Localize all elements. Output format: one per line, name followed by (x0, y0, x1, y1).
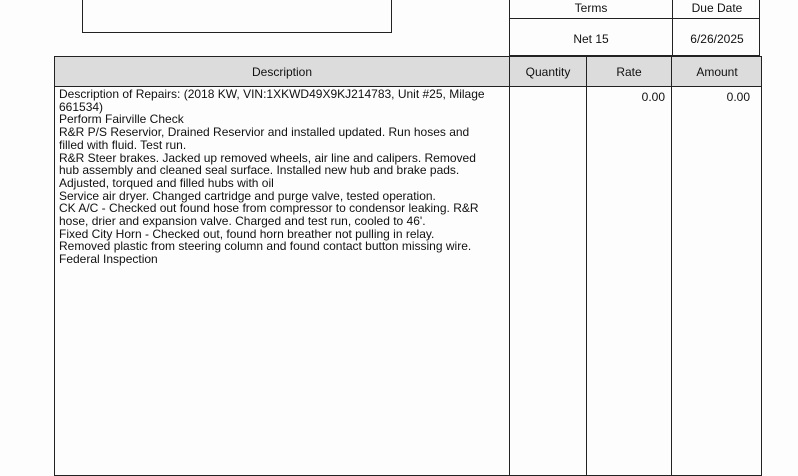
description-line: filled with fluid. Test run. (59, 137, 187, 152)
header-rate: Rate (616, 65, 642, 79)
bill-to-address-box (82, 0, 392, 33)
terms-value: Net 15 (573, 32, 609, 46)
description-line: CK A/C - Checked out found hose from compressor to condensor leaking. R&R (59, 201, 479, 216)
column-divider (509, 57, 510, 475)
description-line: Federal Inspection (59, 252, 158, 267)
description-line: R&R P/S Reservior, Drained Reservior and installed updated. Run hoses and (59, 125, 470, 140)
description-line: R&R Steer brakes. Jacked up removed wheels, air line and calipers. Removed (59, 150, 476, 165)
header-quantity: Quantity (525, 65, 571, 79)
column-divider (586, 57, 587, 475)
terms-label: Terms (574, 1, 608, 15)
terms-divider-horizontal (510, 18, 759, 19)
description-line: Perform Fairville Check (59, 112, 184, 127)
terms-table (509, 0, 760, 56)
due-date-label: Due Date (691, 1, 743, 15)
description-line: Description of Repairs: (2018 KW, VIN:1XKWD49X9KJ214783, Unit #25, Milage (59, 87, 485, 101)
description-line: Adjusted, torqued and filled hubs with oil (59, 175, 274, 190)
description-line: hub assembly and cleaned seal surface. Installed new hub and brake pads. (59, 163, 460, 178)
rate-value: 0.00 (641, 90, 665, 104)
description-line: Removed plastic from steering column and found contact button missing wire. (59, 239, 472, 254)
description-line: Fixed City Horn - Checked out, found horn breather not pulling in relay. (59, 226, 435, 241)
header-description: Description (251, 65, 313, 79)
description-line: hose, drier and expansion valve. Charged and test run, cooled to 46'. (59, 214, 426, 229)
description-line: Service air dryer. Changed cartridge and purge valve, tested operation. (59, 188, 436, 203)
due-date-value: 6/26/2025 (690, 32, 744, 46)
amount-value: 0.00 (726, 90, 750, 104)
description-line: 661534) (59, 99, 104, 114)
repair-description (59, 88, 507, 266)
invoice-line-items-table (54, 56, 762, 476)
column-divider (671, 57, 672, 475)
header-amount: Amount (696, 65, 738, 79)
